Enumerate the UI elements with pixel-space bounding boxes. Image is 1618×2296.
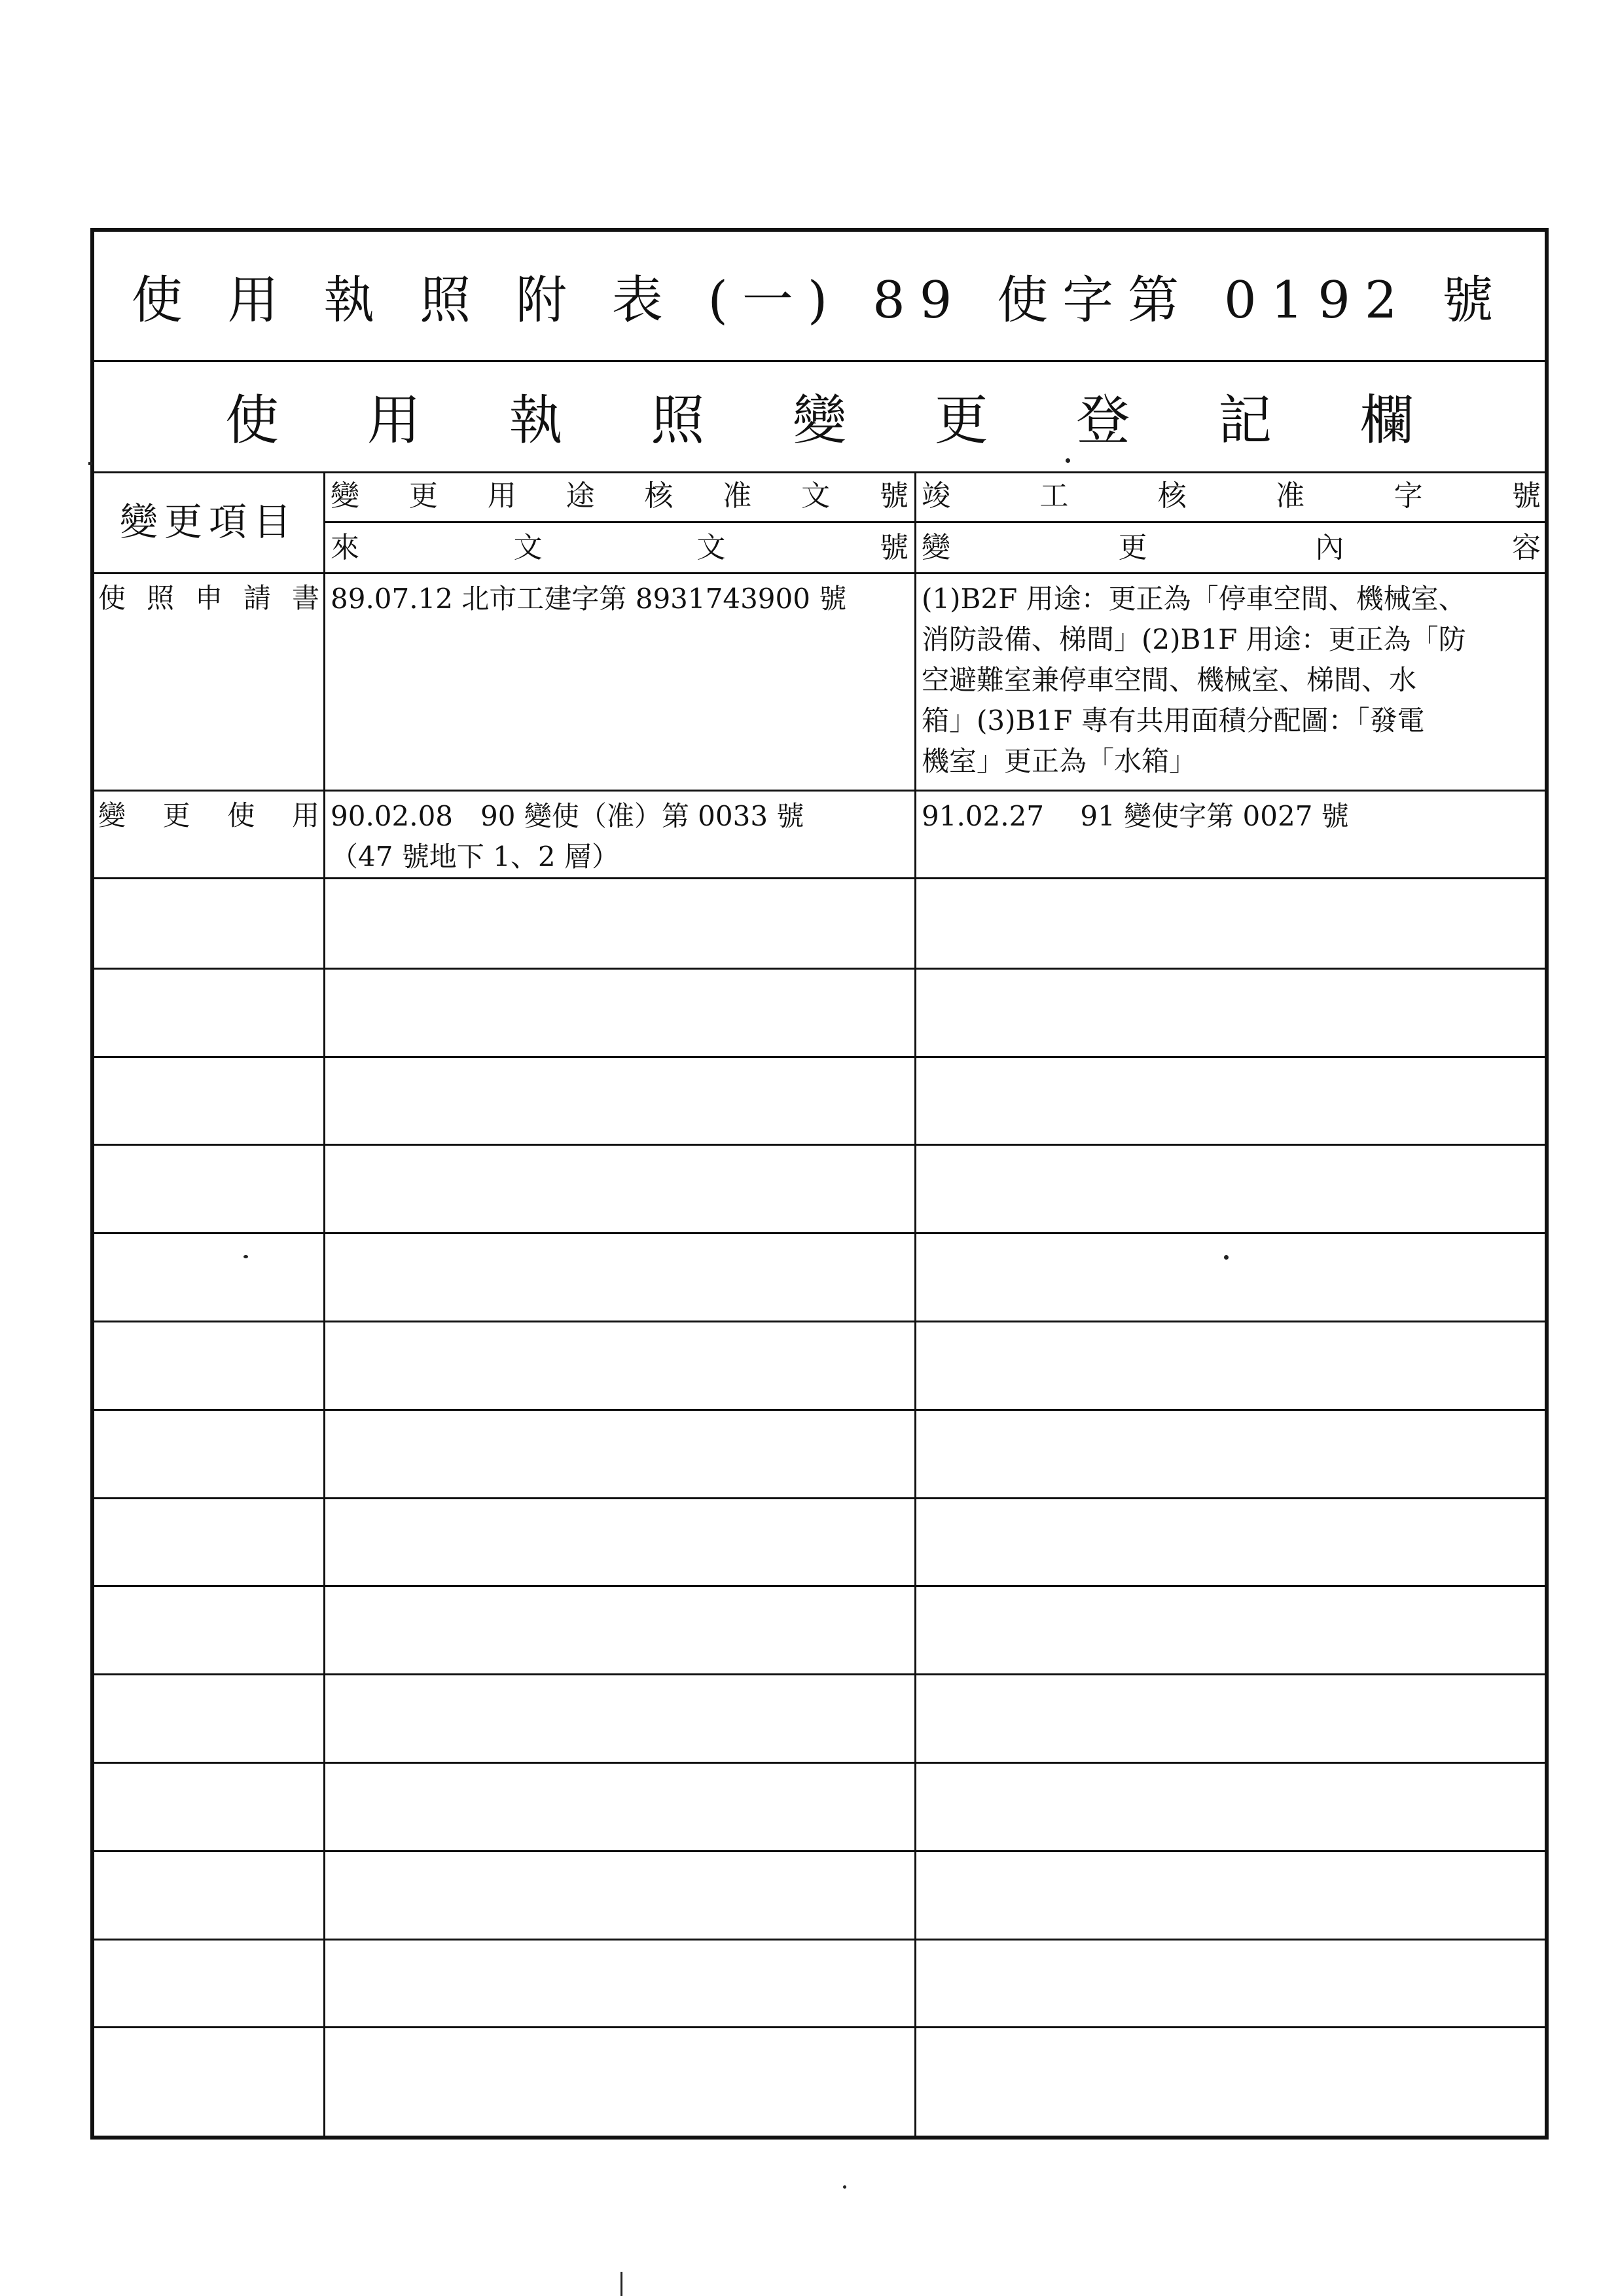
header-char: 核 [644,479,674,513]
header-char: 文 [513,531,543,564]
row-change-content [916,791,1545,876]
content-line: 機室」更正為「水箱」 [922,745,1197,777]
change-record-table [94,471,1545,2136]
content-line: (1)B2F 用途：更正為「停車空間、機械室、 [922,583,1466,615]
header-char: 號 [1511,479,1541,513]
header-char: 文 [696,531,726,564]
header-char: 用 [487,479,516,513]
item-char: 使 [98,582,126,614]
content-line: 消防設備、梯間」(2)B1F 用途：更正為「防 [922,623,1466,655]
header-char: 號 [879,531,908,564]
empty-row-line [94,1673,1545,1675]
header-char: 更 [1118,531,1147,564]
header-char: 來 [331,531,359,564]
empty-row-line [94,1232,1545,1234]
header-completion-no [918,471,1545,521]
header-char: 更 [408,479,438,513]
header-char: 變 [922,531,950,564]
subtitle [94,360,1545,471]
subtitle-char: 欄 [1359,389,1414,452]
subtitle-char: 用 [367,389,421,452]
header-split-line [323,521,1545,523]
empty-row-line [94,1409,1545,1411]
usage-permit-form [90,228,1549,2140]
row-doc-no [325,574,914,790]
header-approval-doc-no [327,471,912,521]
doc-no-line: （47 號地下 1、2 層） [331,841,619,873]
empty-row-line [94,1497,1545,1499]
row-item-label [94,796,323,835]
subtitle-char: 照 [651,389,705,452]
header-char: 准 [1276,479,1305,513]
header-char: 竣 [922,479,950,513]
scan-speck [1066,458,1070,463]
header-char: 核 [1157,479,1187,513]
header-char: 途 [566,479,595,513]
scan-speck [1224,1255,1229,1260]
item-char: 書 [291,582,319,614]
content-line: 91.02.27 91 變使字第 0027 號 [922,800,1349,832]
subtitle-char: 記 [1218,389,1272,452]
empty-row-line [94,1762,1545,1764]
subtitle-char: 執 [509,389,563,452]
content-line: 箱」(3)B1F 專有共用面積分配圖：「發電 [922,704,1425,737]
subtitle-char: 更 [934,389,988,452]
form-title-row [94,232,1545,362]
header-char: 號 [879,479,908,513]
empty-row-line [94,1144,1545,1146]
empty-row-line [94,1850,1545,1852]
empty-row-line [94,2026,1545,2028]
empty-row-line [94,1939,1545,1941]
header-char: 容 [1511,531,1541,564]
empty-row-line [94,968,1545,970]
header-incoming-doc-no [327,524,912,572]
item-char: 變 [98,799,126,831]
scan-mark [620,2272,622,2296]
header-char: 文 [801,479,831,513]
row-line [94,877,1545,879]
subtitle-row [94,360,1545,473]
item-char: 使 [227,799,255,831]
empty-row-line [94,1056,1545,1058]
doc-no-line: 89.07.12 北市工建字第 8931743900 號 [331,583,847,615]
item-char: 請 [243,582,271,614]
row-change-content [916,574,1545,790]
empty-row-line [94,1321,1545,1322]
item-char: 照 [146,582,174,614]
header-char: 字 [1393,479,1423,513]
row-doc-no [325,791,914,876]
header-change-item: 變更項目 [119,500,298,544]
scan-speck [243,1255,248,1258]
header-char: 准 [723,479,752,513]
header-char: 變 [331,479,359,513]
row-item-label [94,579,323,618]
form-title: 使 用 執 照 附 表 (一) 89 使字第 0192 號 [131,271,1508,330]
subtitle-char: 變 [792,389,846,452]
item-char: 申 [194,582,223,614]
item-char: 更 [162,799,190,831]
content-line: 空避難室兼停車空間、機械室、梯間、水 [922,664,1417,696]
item-char: 用 [291,799,319,831]
doc-no-line: 90.02.08 90 變使（准）第 0033 號 [331,800,804,832]
header-change-content [918,524,1545,572]
scan-speck [843,2185,846,2189]
subtitle-char: 使 [225,389,279,452]
subtitle-char: 登 [1076,389,1130,452]
header-char: 工 [1039,479,1069,513]
header-char: 內 [1315,531,1344,564]
scan-mark [88,462,92,465]
empty-row-line [94,1585,1545,1587]
